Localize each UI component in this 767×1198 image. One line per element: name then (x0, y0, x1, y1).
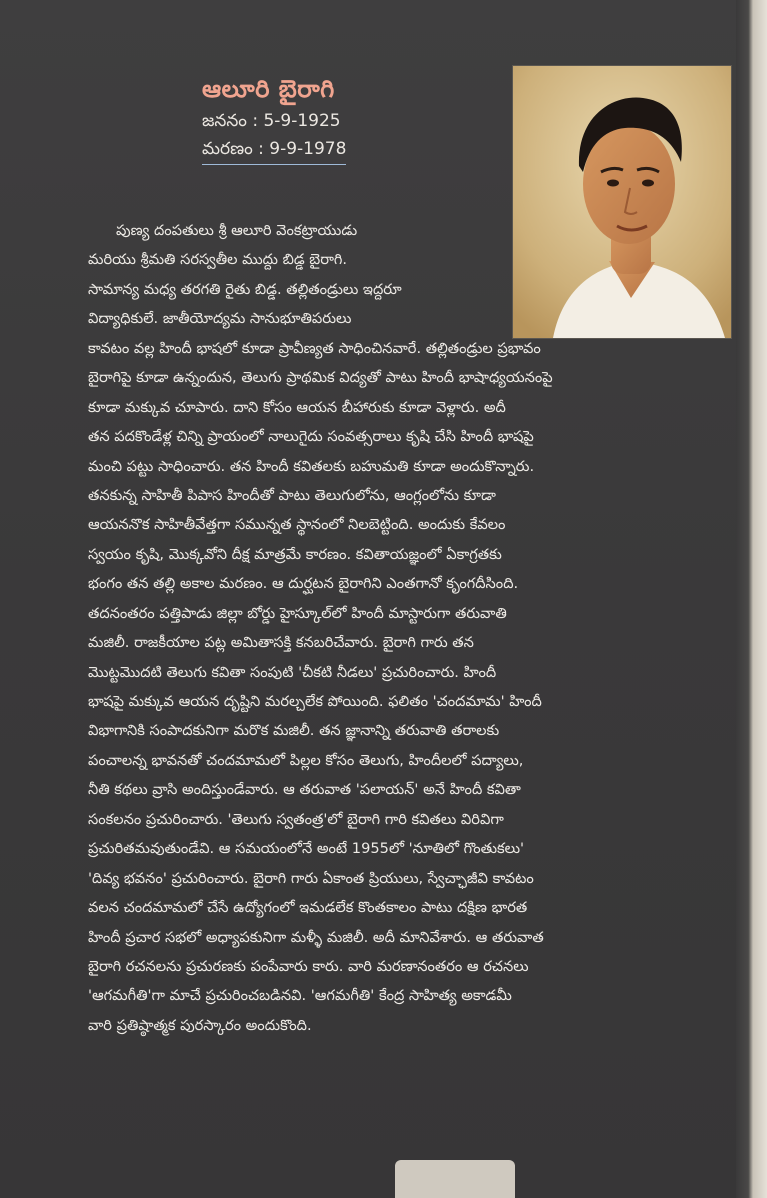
bio-line: కూడా మక్కువ చూపారు. దాని కోసం ఆయన బీహారుకు కూడా వెళ్లారు. అదీ (88, 398, 506, 416)
bio-line: ప్రచురితమవుతుండేవి. ఆ సమయంలోనే అంటే 1955లో 'నూతిలో గొంతుకలు' (88, 840, 525, 858)
bio-line: విద్యాధికులే. జాతీయోద్యమ సానుభూతిపరులు (88, 310, 352, 328)
author-name: ఆలూరి బైరాగి (202, 75, 335, 103)
bio-line: బైరాగిపై కూడా ఉన్నందున, తెలుగు ప్రాథమిక విద్యతో పాటు హిందీ భాషాధ్యయనంపై (88, 369, 553, 387)
bio-line: వలన చందమామలో చేసే ఉద్యోగంలో ఇమడలేక కొంతకాలం పాటు దక్షిణ భారత (88, 899, 528, 917)
bio-line: 'దివ్య భవనం' ప్రచురించారు. బైరాగి గారు ఏకాంత ప్రియులు, స్వేచ్ఛాజీవి కావటం (88, 869, 534, 887)
bio-line: మజిలీ. రాజకీయాల పట్ల అమితాసక్తి కనబరిచేవారు. బైరాగి గారు తన (88, 634, 474, 652)
bio-line: భాషపై మక్కువ ఆయన దృష్టిని మరల్చలేక పోయింది. ఫలితం 'చందమామ' హిందీ (88, 693, 542, 710)
bio-line: వారి ప్రతిష్ఠాత్మక పురస్కారం అందుకొంది. (88, 1016, 312, 1034)
bio-line: మరియు శ్రీమతి సరస్వతీల ముద్దు బిడ్డ బైరాగి. (88, 251, 348, 269)
bio-line: తనకున్న సాహితీ పిపాస హిందీతో పాటు తెలుగులోను, ఆంగ్లంలోను కూడా (88, 486, 496, 504)
bio-line: బైరాగి రచనలను ప్రచురణకు పంపేవారు కారు. వారి మరణానంతరం ఆ రచనలు (88, 957, 529, 975)
cover-edge (736, 0, 767, 1198)
cover-bottom-flap (395, 1160, 515, 1198)
bio-line: మంచి పట్టు సాధించారు. తన హిందీ కవితలకు బహుమతి కూడా అందుకొన్నారు. (88, 457, 535, 475)
bio-line: కావటం వల్ల హిందీ భాషలో కూడా ప్రావీణ్యత సాధించినవారే. తల్లితండ్రుల ప్రభావం (88, 339, 541, 357)
death-date: మరణం : 9-9-1978 (202, 136, 346, 165)
bio-line: స్వయం కృషి, మొక్కవోని దీక్ష మాత్రమే కారణం. కవితాయజ్ఞంలో ఏకాగ్రతకు (88, 545, 502, 563)
birth-date: జననం : 5-9-1925 (202, 111, 341, 131)
bio-line: సామాన్య మధ్య తరగతి రైతు బిడ్డ. తల్లితండ్రులు ఇద్దరూ (88, 280, 402, 298)
bio-line: విభాగానికి సంపాదకునిగా మరొక మజిలీ. తన జ్ఞానాన్ని తరువాతి తరాలకు (88, 722, 500, 740)
bio-line: తన పదకొండేళ్ల చిన్ని ప్రాయంలో నాలుగైదు సంవత్సరాలు కృషి చేసి హిందీ భాషపై (88, 428, 534, 446)
bio-line: హిందీ ప్రచార సభలో అధ్యాపకునిగా మళ్ళీ మజిలీ. అదీ మానివేశారు. ఆ తరువాత (88, 928, 544, 946)
bio-line: తదనంతరం పత్తిపాడు జిల్లా బోర్డు హైస్కూల్‌లో హిందీ మాస్టారుగా తరువాతి (88, 604, 507, 622)
bio-line: ఆయననొక సాహితీవేత్తగా సమున్నత స్థానంలో నిలబెట్టింది. అందుకు కేవలం (88, 516, 506, 534)
bio-line: భంగం తన తల్లి అకాల మరణం. ఆ దుర్ఘటన బైరాగిని ఎంతగానో కృంగదీసింది. (88, 575, 519, 593)
bio-line: పుణ్య దంపతులు శ్రీ ఆలూరి వెంకట్రాయుడు (116, 222, 358, 239)
bio-line: పంచాలన్న భావనతో చందమామలో పిల్లల కోసం తెలుగు, హిందీలలో పద్యాలు, (88, 751, 524, 769)
bio-line: 'ఆగమగీతి'గా మాచే ప్రచురించబడినవి. 'ఆగమగీతి' కేంద్ర సాహిత్య అకాడమీ (88, 987, 512, 1005)
author-header (202, 72, 492, 165)
bio-line: మొట్టమొదటి తెలుగు కవితా సంపుటి 'చీకటి నీడలు' ప్రచురించారు. హిందీ (88, 663, 497, 681)
bio-line: సంకలనం ప్రచురించారు. 'తెలుగు స్వతంత్ర'లో బైరాగి గారి కవితలు విరివిగా (88, 810, 504, 828)
bio-line: నీతి కథలు వ్రాసి అందిస్తుండేవారు. ఆ తరువాత 'పలాయన్' అనే హిందీ కవితా (88, 781, 521, 799)
biography-text (88, 216, 728, 1040)
